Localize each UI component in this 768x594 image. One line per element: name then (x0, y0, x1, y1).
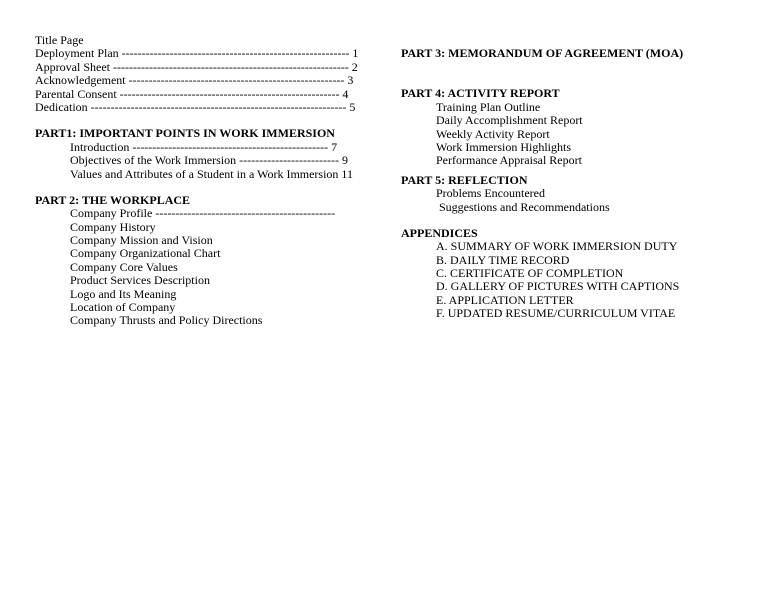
toc-entry-weekly-activity: Weekly Activity Report (436, 126, 550, 141)
part2-heading: PART 2: THE WORKPLACE (35, 192, 191, 207)
toc-entry-deployment-plan: Deployment Plan --------------------------------------------------------- 1 (35, 46, 359, 61)
toc-entry-company-profile: Company Profile --------------------------------------------- (70, 206, 336, 221)
toc-entry-location: Location of Company (70, 300, 176, 315)
toc-entry-thrusts-policy: Company Thrusts and Policy Directions (70, 313, 263, 328)
toc-entry-objectives: Objectives of the Work Immersion ------------------------- 9 (70, 153, 349, 168)
toc-entry-problems: Problems Encountered (436, 186, 545, 201)
toc-entry-mission-vision: Company Mission and Vision (70, 233, 213, 248)
part4-heading: PART 4: ACTIVITY REPORT (401, 86, 560, 101)
toc-entry-product-services: Product Services Description (70, 273, 210, 288)
part5-heading: PART 5: REFLECTION (401, 172, 528, 187)
toc-entry-parental-consent: Parental Consent ------------------------------------------------------- 4 (35, 86, 349, 101)
part1-heading: PART1: IMPORTANT POINTS IN WORK IMMERSION (35, 126, 335, 141)
toc-entry-company-history: Company History (70, 219, 156, 234)
toc-entry-title-page: Title Page (35, 33, 84, 47)
part3-heading: PART 3: MEMORANDUM OF AGREEMENT (MOA) (401, 46, 684, 60)
toc-entry-suggestions: Suggestions and Recommendations (436, 199, 610, 214)
toc-entry-approval-sheet: Approval Sheet ----------------------------------------------------------- 2 (35, 59, 358, 74)
appendix-e: E. APPLICATION LETTER (436, 292, 574, 307)
toc-entry-values-attributes: Values and Attributes of a Student in a Work Immersion 11 (70, 166, 353, 181)
toc-entry-dedication: Dedication ---------------------------------------------------------------- 5 (35, 99, 356, 114)
toc-entry-acknowledgement: Acknowledgement ------------------------------------------------------ 3 (35, 73, 354, 88)
appendix-d: D. GALLERY OF PICTURES WITH CAPTIONS (436, 279, 680, 294)
appendix-a: A. SUMMARY OF WORK IMMERSION DUTY (436, 239, 678, 254)
toc-entry-performance-appraisal: Performance Appraisal Report (436, 153, 582, 168)
appendix-f: F. UPDATED RESUME/CURRICULUM VITAE (436, 306, 676, 321)
toc-entry-immersion-highlights: Work Immersion Highlights (436, 139, 572, 154)
appendix-c: C. CERTIFICATE OF COMPLETION (436, 266, 624, 281)
toc-entry-logo-meaning: Logo and Its Meaning (70, 286, 177, 301)
toc-entry-introduction: Introduction ------------------------------------------------- 7 (70, 139, 338, 154)
toc-entry-daily-accomplishment: Daily Accomplishment Report (436, 113, 583, 128)
toc-entry-training-plan: Training Plan Outline (436, 99, 541, 114)
toc-right-column (401, 47, 741, 321)
toc-entry-core-values: Company Core Values (70, 259, 178, 274)
toc-entry-org-chart: Company Organizational Chart (70, 246, 221, 261)
appendices-heading: APPENDICES (401, 225, 478, 240)
appendix-b: B. DAILY TIME RECORD (436, 252, 570, 267)
toc-left-column (35, 34, 365, 328)
